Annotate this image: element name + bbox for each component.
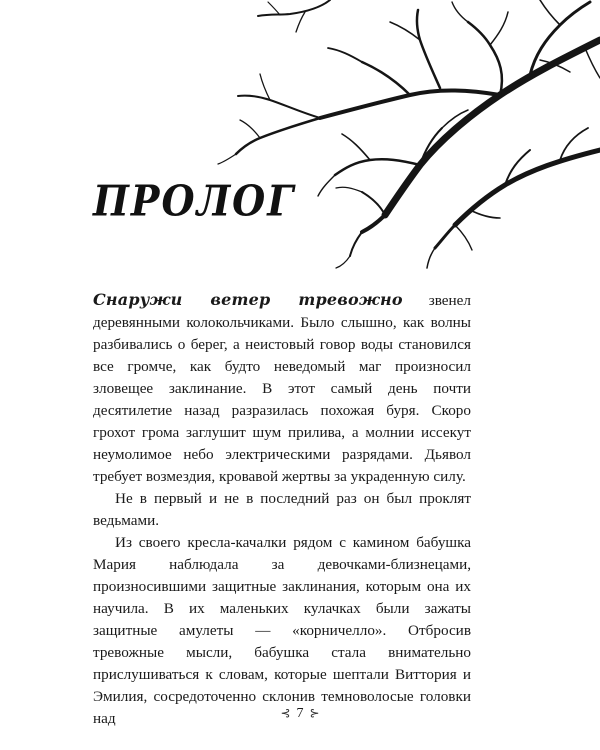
page-number: 7	[296, 706, 304, 721]
lead-in: Снаружи ветер тревожно	[93, 290, 403, 309]
page-footer	[0, 706, 600, 722]
paragraph-1	[93, 289, 471, 488]
body-text	[93, 289, 471, 730]
paragraph-2: Не в первый и не в последний раз он был проклят ведьмами.	[93, 490, 471, 529]
ornament-right-icon: ⊱	[309, 706, 320, 720]
ornament-left-icon: ⊰	[280, 706, 291, 720]
tree-branches-illustration	[0, 0, 600, 270]
paragraph-3: Из своего кресла-качалки рядом с камином бабушка Мария наблюдала за девочками-близнецами, произносившими защитные заклинания, которым она их научила. В их маленьких кулачках были зажаты защитные амулеты — «корничелло». Отбросив тревожные мысли, бабушка стала внимательно прислушиваться к словам, которые шептали Виттория и Эмилия, сосредоточенно склонив темноволосые головки над	[93, 534, 471, 727]
chapter-title: ПРОЛОГ	[93, 176, 296, 226]
paragraph-1-text: звенел деревянными колокольчиками. Было слышно, как волны разбивались о берег, а неистовый говор воды становился все громче, как будто неведомый маг произносил зловещее заклинание. В этот самый день почти десятилетие назад разразилась похожая буря. Скоро грохот грома заглушит шум прилива, а молнии иссекут неумолимое небо электрическими разрядами. Дьявол требует возмездия, кровавой жертвы за украденную силу.	[93, 292, 471, 485]
